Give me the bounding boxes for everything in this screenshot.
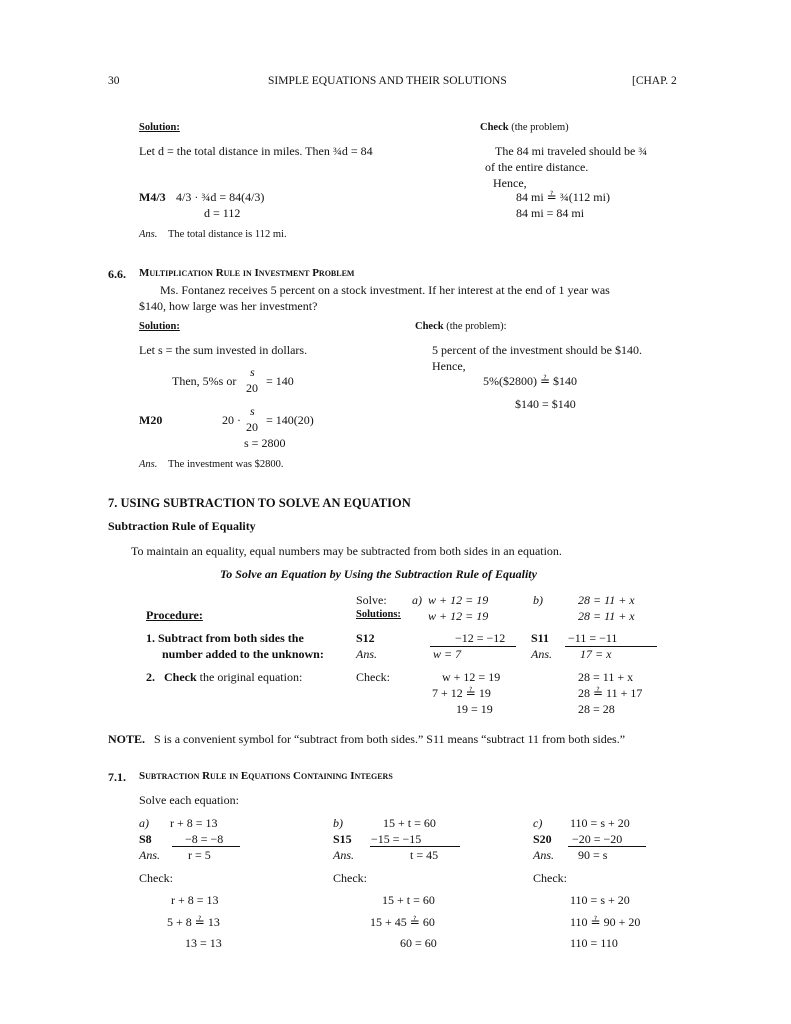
check-label: Check: (333, 871, 367, 885)
fraction-numerator: s (250, 404, 255, 418)
rule-text: To maintain an equality, equal numbers may be subtracted from both sides in an equation. (131, 544, 562, 558)
check-label-bold: Check (480, 122, 509, 133)
fraction-numerator: s (250, 365, 255, 379)
check-line: The 84 mi traveled should be ¾ (495, 144, 648, 158)
ans-label: Ans. (139, 229, 158, 240)
step-bold: Check (164, 670, 197, 684)
part-a-subtract: −12 = −12 (455, 631, 506, 645)
solutions-label: Solutions: (356, 609, 401, 620)
check-line: 5%($2800) ≟ $140 (483, 374, 578, 388)
check-label (480, 122, 569, 135)
check-line: Hence, (432, 359, 466, 373)
note-label: NOTE. (108, 732, 146, 746)
check-label-rest: (the problem) (511, 122, 569, 133)
ans-label: Ans. (333, 848, 354, 862)
fraction-denominator: 20 (246, 420, 258, 434)
part-answer: 90 = s (578, 848, 608, 862)
part-b-solution: 28 = 11 + x (578, 609, 635, 623)
procedure-step-1-cont: number added to the unknown: (162, 647, 324, 661)
check-line: 84 mi ≟ ¾(112 mi) (516, 190, 610, 204)
part-check: 110 ≟ 90 + 20 (570, 915, 641, 929)
fraction-denominator: 20 (246, 381, 258, 395)
rule-line (172, 846, 240, 847)
part-b-check: 28 = 11 + x (578, 670, 634, 684)
problem-title: Multiplication Rule in Investment Problem (139, 267, 355, 279)
part-subtract: −20 = −20 (572, 832, 623, 846)
note (108, 732, 625, 746)
part-a-answer: w = 7 (433, 647, 462, 661)
part-answer: t = 45 (410, 848, 439, 862)
equation-step: 4/3 · ¾d = 84(4/3) (176, 190, 265, 204)
check-label (415, 321, 507, 334)
note-text: S is a convenient symbol for “subtract from both sides.” S11 means “subtract 11 from both sides.” (154, 732, 626, 746)
section-heading: 7. USING SUBTRACTION TO SOLVE AN EQUATION (108, 496, 411, 510)
ans-label: Ans. (139, 459, 158, 470)
procedure-label: Procedure: (146, 608, 203, 622)
rule-line (568, 846, 646, 847)
part-a-check: 19 = 19 (456, 702, 493, 716)
problem-title: Subtraction Rule in Equations Containing Integers (139, 770, 393, 782)
equation-lhs: 20 · (222, 413, 241, 427)
part-check: 110 = s + 20 (570, 893, 630, 907)
check-label: Check: (533, 871, 567, 885)
problem-number: 6.6. (108, 267, 126, 281)
part-b-equation: 28 = 11 + x (578, 593, 635, 607)
part-b-label: b) (533, 593, 543, 607)
ans-label: Ans. (531, 647, 552, 661)
operation-label: S12 (356, 631, 375, 645)
part-answer: r = 5 (188, 848, 211, 862)
ans-label: Ans. (356, 647, 377, 661)
check-label-bold: Check (415, 321, 444, 332)
part-b-check: 28 ≟ 11 + 17 (578, 686, 643, 700)
operation-label: M4/3 (139, 190, 166, 204)
let-statement: Let s = the sum invested in dollars. (139, 343, 308, 357)
operation-label: S20 (533, 832, 552, 846)
part-b-check: 28 = 28 (578, 702, 615, 716)
let-statement: Let d = the total distance in miles. Then ¾d = 84 (139, 144, 373, 158)
part-subtract: −15 = −15 (371, 832, 422, 846)
problem-text: Ms. Fontanez receives 5 percent on a stock investment. If her interest at the end of 1 year was (160, 283, 610, 297)
part-a-check: 7 + 12 ≟ 19 (432, 686, 491, 700)
check-label-rest: (the problem): (446, 321, 507, 332)
part-check: 5 + 8 ≟ 13 (167, 915, 220, 929)
answer (139, 229, 287, 242)
problem-number: 7.1. (108, 770, 126, 784)
box-title: To Solve an Equation by Using the Subtraction Rule of Equality (220, 567, 537, 581)
equation-rhs: = 140 (266, 374, 294, 388)
ans-label: Ans. (139, 848, 160, 862)
part-check: 110 = 110 (570, 936, 618, 950)
part-label: a) (139, 816, 149, 830)
chapter-ref: [CHAP. 2 (632, 75, 677, 87)
operation-label: S8 (139, 832, 152, 846)
check-line: of the entire distance. (485, 160, 589, 174)
check-line: 5 percent of the investment should be $140. (432, 343, 642, 357)
part-check: 15 + 45 ≟ 60 (370, 915, 435, 929)
instruction: Solve each equation: (139, 793, 239, 807)
part-equation: 15 + t = 60 (383, 816, 436, 830)
equation-step: Then, 5%s or (172, 374, 237, 388)
part-a-equation: w + 12 = 19 (428, 593, 489, 607)
part-a-label: a) (412, 593, 422, 607)
part-check: 15 + t = 60 (382, 893, 435, 907)
part-a-check: w + 12 = 19 (442, 670, 501, 684)
answer (139, 459, 283, 472)
rule-line (370, 846, 460, 847)
part-check: r + 8 = 13 (171, 893, 219, 907)
check-label: Check: (139, 871, 173, 885)
ans-text: The investment was $2800. (168, 459, 284, 470)
chapter-title: SIMPLE EQUATIONS AND THEIR SOLUTIONS (268, 75, 507, 87)
part-a-solution: w + 12 = 19 (428, 609, 489, 623)
part-b-answer: 17 = x (580, 647, 612, 661)
equation-rhs: = 140(20) (266, 413, 314, 427)
part-label: c) (533, 816, 543, 830)
check-line: Hence, (493, 176, 527, 190)
part-subtract: −8 = −8 (185, 832, 224, 846)
ans-text: The total distance is 112 mi. (168, 229, 287, 240)
ans-label: Ans. (533, 848, 554, 862)
operation-label: S15 (333, 832, 352, 846)
part-check: 13 = 13 (185, 936, 222, 950)
check-label: Check: (356, 670, 390, 684)
problem-text: $140, how large was her investment? (139, 299, 318, 313)
step-number: 2. (146, 670, 155, 684)
part-check: 60 = 60 (400, 936, 437, 950)
part-equation: r + 8 = 13 (170, 816, 218, 830)
check-line: $140 = $140 (515, 397, 576, 411)
check-line: 84 mi = 84 mi (516, 206, 585, 220)
equation-result: s = 2800 (244, 436, 286, 450)
page-number: 30 (108, 75, 120, 87)
step-rest: the original equation: (199, 670, 303, 684)
equation-result: d = 112 (204, 206, 241, 220)
procedure-step-2 (146, 670, 302, 684)
part-label: b) (333, 816, 343, 830)
rule-title: Subtraction Rule of Equality (108, 519, 256, 533)
part-b-subtract: −11 = −11 (568, 631, 618, 645)
operation-label: S11 (531, 631, 550, 645)
part-equation: 110 = s + 20 (570, 816, 630, 830)
solution-label: Solution: (139, 122, 180, 133)
procedure-step-1: 1. Subtract from both sides the (146, 631, 304, 645)
solve-label: Solve: (356, 593, 387, 607)
solution-label: Solution: (139, 321, 180, 332)
operation-label: M20 (139, 413, 163, 427)
